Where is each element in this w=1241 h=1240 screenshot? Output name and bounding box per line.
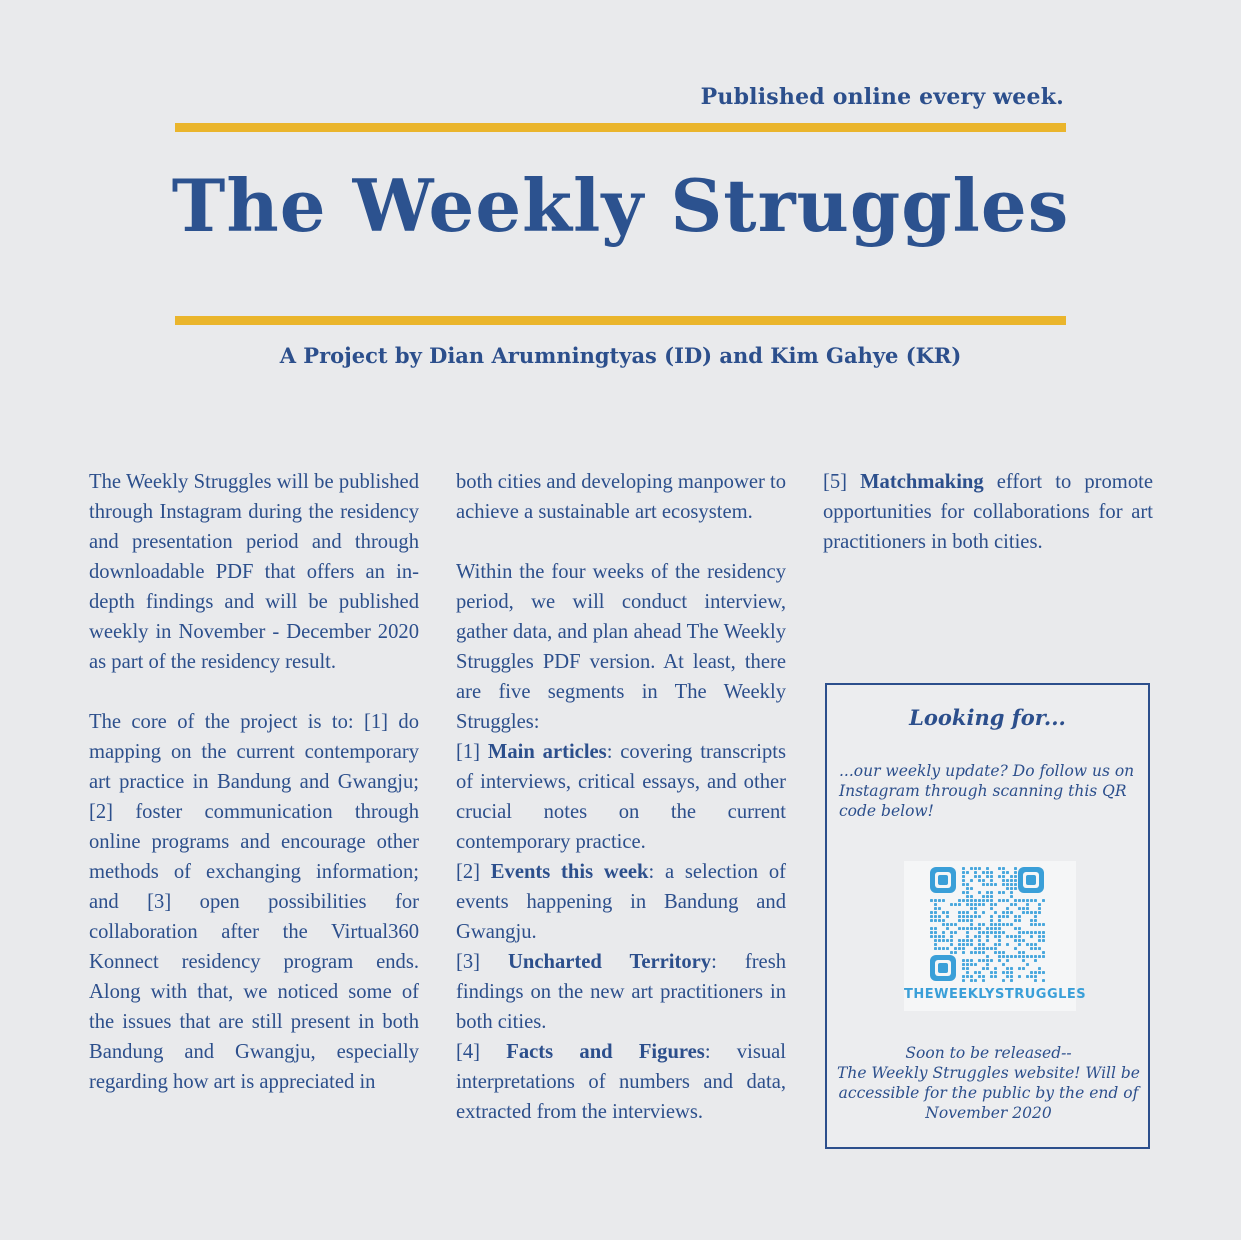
segment-name: Uncharted Territory bbox=[508, 951, 712, 973]
segment-description: : fresh findings on the new art practitioners in both cities. bbox=[456, 951, 787, 1033]
callout-footer-line-2: The Weekly Struggles website! Will be accessible for the public by the end of November 2020 bbox=[837, 1064, 1140, 1122]
segment-5 bbox=[823, 467, 1153, 557]
column-2 bbox=[456, 467, 786, 1127]
tagline: Published online every week. bbox=[700, 84, 1064, 110]
segment-number: [5] bbox=[823, 471, 848, 493]
segment-description: : covering transcripts of interviews, critical essays, and other crucial notes on the current contemporary practice. bbox=[456, 741, 786, 853]
segment-name: Matchmaking bbox=[860, 471, 984, 493]
callout-footer bbox=[833, 1043, 1144, 1123]
segment-name: Main articles bbox=[487, 741, 607, 763]
segment-number: [1] bbox=[456, 741, 481, 763]
callout-body: ...our weekly update? Do follow us on Instagram through scanning this QR code below! bbox=[839, 762, 1135, 820]
segment-3 bbox=[456, 947, 786, 1037]
segment-number: [2] bbox=[456, 861, 481, 883]
column-1-paragraph-2: The core of the project is to: [1] do mapping on the current contemporary art practice in Bandung and Gwangju; [2] foster communication through online programs and encourage other methods of exchanging information; and [3] open possibilities for collaboration after the Virtual360 Konnect residency program ends. Along with that, we noticed some of the issues that are still present in both Bandung and Gwangju, especially regarding how art is appreciated in bbox=[89, 711, 419, 1093]
qr-code-icon bbox=[928, 865, 1052, 989]
top-rule bbox=[175, 123, 1066, 132]
callout-footer-line-1: Soon to be released-- bbox=[905, 1044, 1072, 1062]
segment-description: : a selection of events happening in Bandung and Gwangju. bbox=[456, 861, 786, 943]
byline: A Project by Dian Arumningtyas (ID) and Kim Gahye (KR) bbox=[279, 343, 962, 368]
column-2-paragraph-2: Within the four weeks of the residency period, we will conduct interview, gather data, and plan ahead The Weekly Struggles PDF version. At least, there are five segments in The Weekly Struggles: bbox=[456, 561, 786, 733]
instagram-callout-box bbox=[825, 683, 1150, 1149]
segment-number: [3] bbox=[456, 951, 481, 973]
callout-title: Looking for... bbox=[909, 705, 1066, 730]
segment-1 bbox=[456, 737, 786, 857]
segment-name: Facts and Figures bbox=[506, 1041, 705, 1063]
bottom-rule bbox=[175, 316, 1066, 325]
segment-2 bbox=[456, 857, 786, 947]
masthead-title: The Weekly Struggles bbox=[171, 163, 1070, 248]
segment-4 bbox=[456, 1037, 786, 1127]
segment-description: effort to promote opportunities for collaborations for art practitioners in both cities. bbox=[823, 471, 1153, 553]
segment-number: [4] bbox=[456, 1041, 481, 1063]
column-3 bbox=[823, 467, 1153, 557]
qr-label: THEWEEKLYSTRUGGLES bbox=[904, 987, 1087, 1002]
segment-name: Events this week bbox=[490, 861, 649, 883]
segment-description: : visual interpretations of numbers and data, extracted from the interviews. bbox=[456, 1041, 786, 1123]
column-1-paragraph-1: The Weekly Struggles will be published through Instagram during the residency and presentation period and through downloadable PDF that offers an in-depth findings and will be published weekly in November - December 2020 as part of the residency result. bbox=[89, 471, 419, 673]
column-1 bbox=[89, 467, 419, 1097]
qr-code[interactable] bbox=[904, 861, 1087, 1011]
column-2-paragraph-1: both cities and developing manpower to achieve a sustainable art ecosystem. bbox=[456, 471, 786, 523]
